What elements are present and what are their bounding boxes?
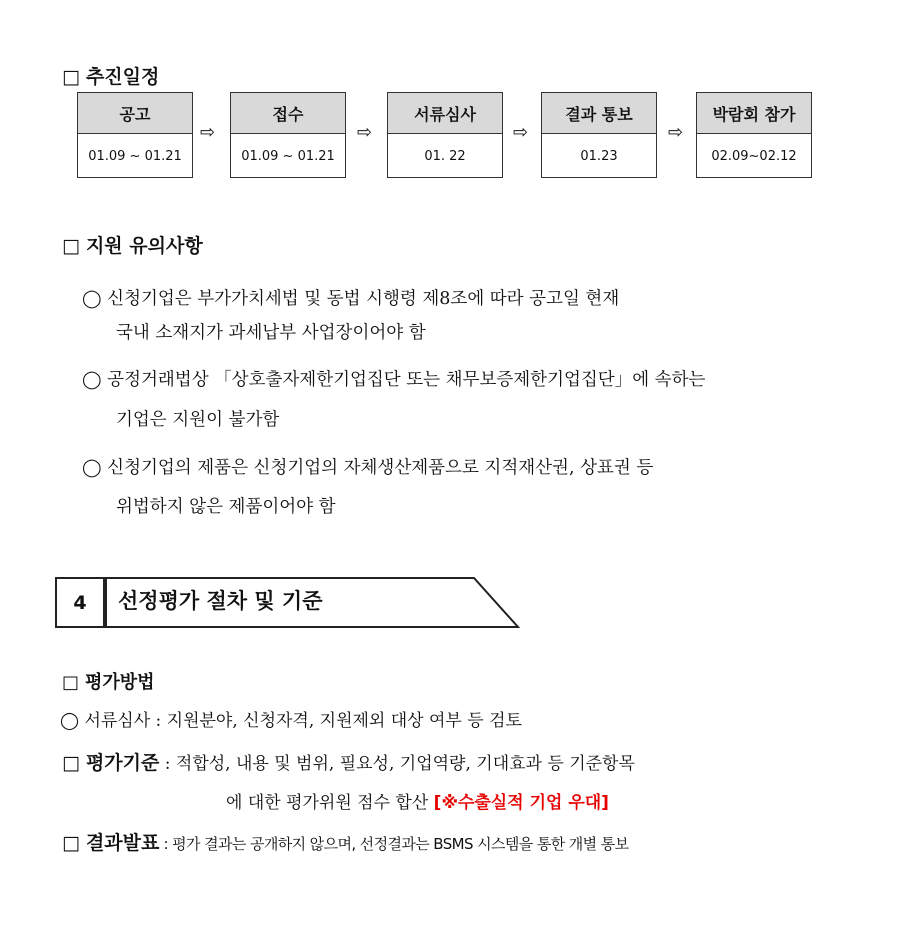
result-line	[62, 828, 629, 855]
schedule-step-title: 서류심사	[388, 93, 502, 134]
circle-bullet-icon: ◯	[82, 289, 102, 309]
method-heading-text: 평가방법	[85, 672, 155, 693]
schedule-step-5	[696, 92, 812, 178]
notes-item-1-continuation: 국내 소재지가 과세납부 사업장이어야 함	[116, 323, 426, 343]
schedule-step-title: 박람회 참가	[697, 93, 811, 134]
criteria-label: 평가기준	[85, 752, 160, 774]
checkbox-icon: □	[62, 672, 80, 693]
criteria-line	[62, 748, 635, 775]
schedule-step-title: 접수	[231, 93, 345, 134]
checkbox-icon: □	[62, 752, 80, 774]
circle-bullet-icon: ◯	[82, 458, 102, 478]
result-label: 결과발표	[85, 832, 160, 854]
notes-heading-text: 지원 유의사항	[85, 235, 203, 257]
notes-item-3	[82, 457, 653, 479]
schedule-step-date: 01.09 ~ 01.21	[241, 148, 335, 164]
method-item	[60, 710, 522, 732]
checkbox-icon: □	[62, 832, 80, 854]
notes-item-text: 신청기업은 부가가치세법 및 동법 시행령 제8조에 따라 공고일 현재	[107, 289, 620, 309]
arrow-right-icon: ⇨	[357, 122, 373, 143]
notes-item-1	[82, 288, 619, 310]
notes-heading	[62, 231, 203, 258]
section-title: 선정평가 절차 및 기준	[118, 589, 323, 613]
circle-bullet-icon: ◯	[82, 370, 102, 390]
criteria-text-2: 에 대한 평가위원 점수 합산	[226, 793, 434, 813]
circle-bullet-icon: ◯	[60, 711, 80, 731]
notes-item-2	[82, 369, 705, 391]
schedule-step-1	[77, 92, 193, 178]
schedule-step-title: 공고	[78, 93, 192, 134]
schedule-step-date: 01.23	[580, 148, 618, 164]
arrow-right-icon: ⇨	[513, 122, 529, 143]
schedule-step-date: 01. 22	[424, 148, 466, 164]
method-item-text: 서류심사 : 지원분야, 신청자격, 지원제외 대상 여부 등 검토	[84, 711, 522, 731]
checkbox-icon: □	[62, 235, 80, 257]
schedule-step-3	[387, 92, 503, 178]
criteria-text: : 적합성, 내용 및 범위, 필요성, 기업역량, 기대효과 등 기준항목	[159, 754, 635, 774]
notes-item-text: 신청기업의 제품은 신청기업의 자체생산제품으로 지적재산권, 상표권 등	[107, 458, 654, 478]
criteria-highlight: [※수출실적 기업 우대]	[433, 793, 609, 813]
result-text: : 평가 결과는 공개하지 않으며, 선정결과는 BSMS 시스템을 통한 개별 통보	[159, 835, 629, 853]
schedule-step-4	[541, 92, 657, 178]
schedule-step-2	[230, 92, 346, 178]
arrow-right-icon: ⇨	[200, 122, 216, 143]
schedule-step-title: 결과 통보	[542, 93, 656, 134]
section-number: 4	[55, 577, 105, 628]
schedule-heading-text: 추진일정	[85, 66, 160, 88]
checkbox-icon: □	[62, 66, 80, 88]
schedule-step-date: 01.09 ~ 01.21	[88, 148, 182, 164]
schedule-step-date: 02.09~02.12	[711, 148, 797, 164]
method-heading	[62, 668, 155, 694]
schedule-heading	[62, 62, 159, 89]
notes-item-3-continuation: 위법하지 않은 제품이어야 함	[116, 497, 336, 517]
notes-item-text: 공정거래법상 「상호출자제한기업집단 또는 채무보증제한기업집단」에 속하는	[107, 370, 706, 390]
criteria-continuation	[226, 788, 609, 813]
notes-item-2-continuation: 기업은 지원이 불가함	[116, 410, 280, 430]
arrow-right-icon: ⇨	[668, 122, 684, 143]
